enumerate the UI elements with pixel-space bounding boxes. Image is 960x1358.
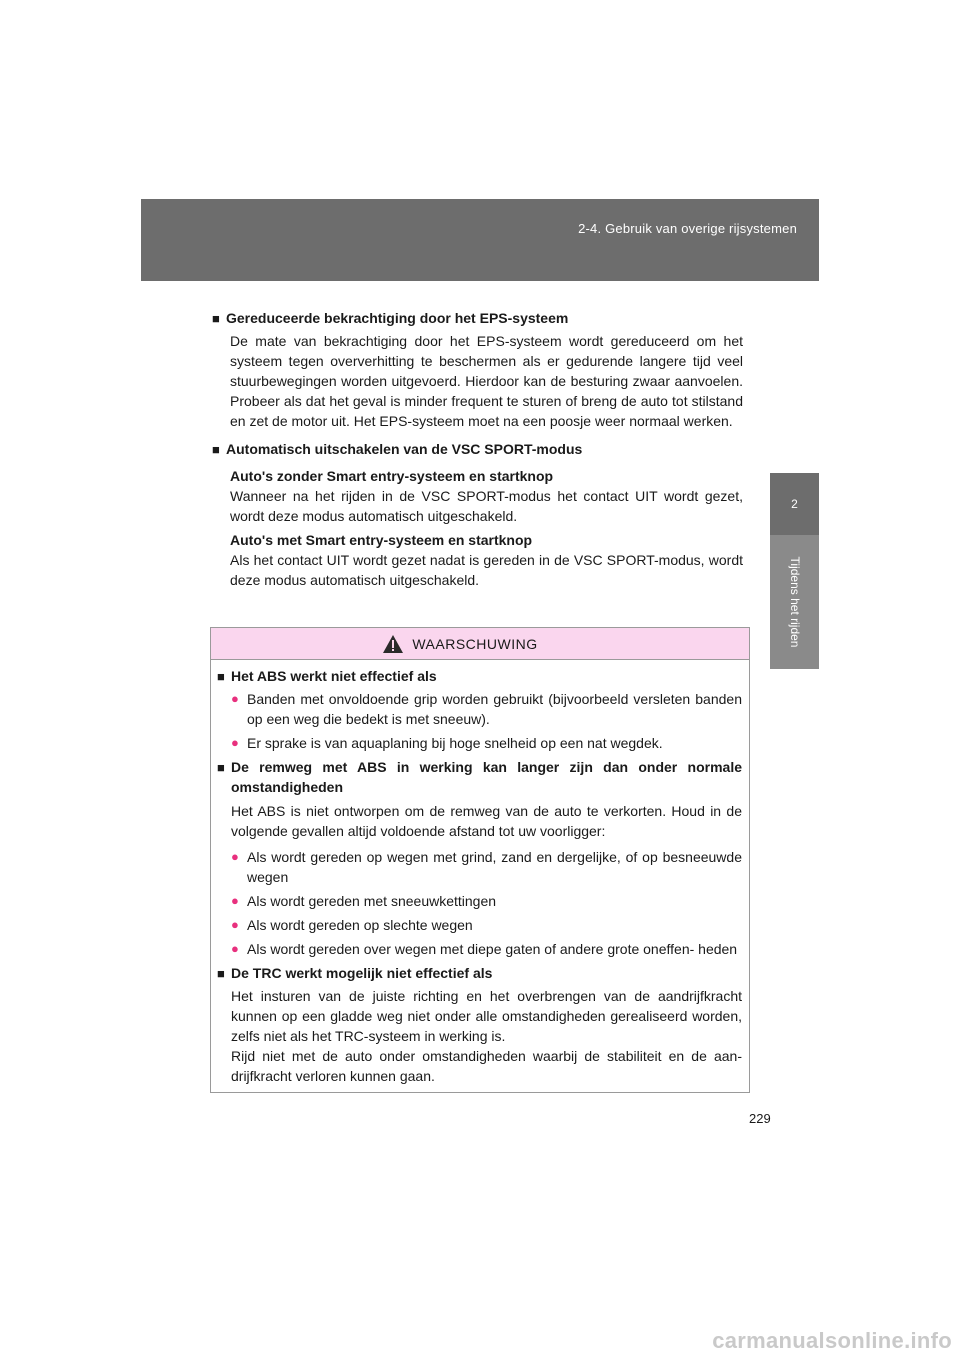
warning-triangle-icon [382, 634, 404, 654]
list-item: ● Er sprake is van aquaplaning bij hoge snelheid op een nat wegdek. [231, 735, 663, 751]
warning-body-remweg: Het ABS is niet ontworpen om de remweg van de auto te verkorten. Houd in de volgende gevallen altijd voldoende afstand tot uw voorligger: [231, 803, 742, 839]
subheading-without-smart-entry: Auto's zonder Smart entry-systeem en startknop [230, 468, 554, 484]
warning-box [210, 627, 750, 1093]
watermark-text: carmanualsonline.info [712, 1328, 952, 1353]
chapter-label-tab [770, 535, 819, 669]
warning-header [211, 628, 749, 660]
warning-heading-remweg: ■ De remweg met ABS in werking kan langer zijn dan onder normale omstandigheden [217, 757, 742, 797]
body-without-smart-entry: Wanneer na het rijden in de VSC SPORT-modus het contact UIT wordt gezet, wordt deze modus automatisch uitgeschakeld. [230, 488, 743, 524]
main-content [212, 308, 743, 590]
round-bullet-icon: ● [231, 917, 239, 932]
section-body-eps: De mate van bekrachtiging door het EPS-systeem wordt gereduceerd om het systeem tegen oververhitting te beschermen als er gedurende langere tijd veel stuurbewegingen worden uitgevoerd. Hierdoor kan de besturing zwaar aanvoelen. Probeer als dat het geval is minder frequent te sturen of breng de auto tot stilstand en zet de motor uit. Het EPS-systeem moet na een poosje weer normaal werken. [230, 333, 743, 429]
warning-body-trc-1: Het insturen van de juiste richting en het overbrengen van de aandrijfkracht kunnen op een gladde weg niet onder alle omstandigheden gerealiseerd worden, zelfs niet als het TRC-systeem in werking is. [231, 988, 742, 1044]
chapter-label: Tijdens het rijden [787, 556, 802, 648]
chapter-title: 2-4. Gebruik van overige rijsystemen [578, 221, 797, 236]
warning-heading-abs: ■ Het ABS werkt niet effectief als [217, 666, 742, 687]
warning-body [211, 660, 749, 1086]
square-bullet-icon [217, 963, 231, 984]
round-bullet-icon: ● [231, 849, 239, 864]
chapter-number-tab: 2 [770, 473, 819, 535]
list-item: ● Als wordt gereden met sneeuwkettingen [231, 893, 497, 909]
list-item: ● Als wordt gereden op slechte wegen [231, 917, 473, 933]
square-bullet-icon [212, 439, 226, 460]
section-heading-vsc: ■ Automatisch uitschakelen van de VSC SPORT-modus [212, 439, 743, 460]
warning-heading-trc: ■ De TRC werkt mogelijk niet effectief als [217, 963, 742, 984]
page-number: 229 [749, 1111, 771, 1126]
round-bullet-icon: ● [231, 893, 239, 908]
warning-title: WAARSCHUWING [412, 635, 538, 652]
subheading-with-smart-entry: Auto's met Smart entry-systeem en startknop [230, 532, 533, 548]
square-bullet-icon [217, 757, 231, 797]
section-heading-eps: ■ Gereduceerde bekrachtiging door het EPS-systeem [212, 308, 743, 329]
round-bullet-icon: ● [231, 735, 239, 750]
list-item: ● Banden met onvoldoende grip worden gebruikt (bijvoorbeeld versleten banden op een weg die bedekt is met sneeuw). [231, 691, 742, 727]
list-item: ● Als wordt gereden over wegen met diepe gaten of andere grote oneffen- heden [231, 941, 738, 957]
list-item: ● Als wordt gereden op wegen met grind, zand en dergelijke, of op besneeuwde wegen [231, 849, 742, 885]
square-bullet-icon [212, 308, 226, 329]
warning-body-trc-2: Rijd niet met de auto onder omstandigheden waarbij de stabiliteit en de aan- drijfkracht verloren kunnen gaan. [231, 1048, 742, 1084]
round-bullet-icon: ● [231, 691, 239, 706]
round-bullet-icon: ● [231, 941, 239, 956]
chapter-header-band [141, 199, 819, 281]
body-with-smart-entry: Als het contact UIT wordt gezet nadat is gereden in de VSC SPORT-modus, wordt deze modus automatisch uitgeschakeld. [230, 552, 743, 588]
square-bullet-icon [217, 666, 231, 687]
